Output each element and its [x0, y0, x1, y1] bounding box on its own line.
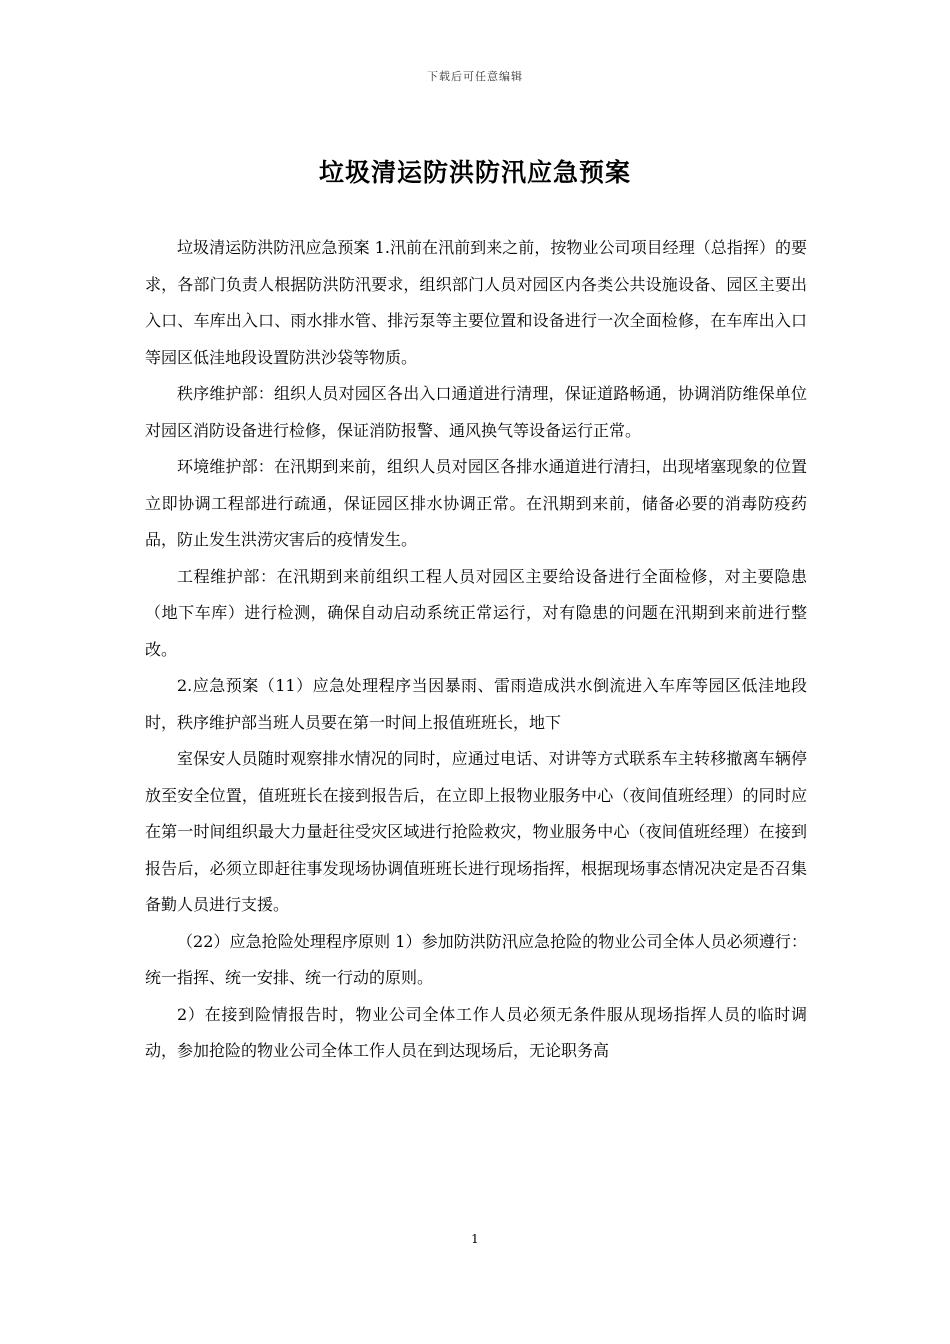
header-note: 下载后可任意编辑: [427, 70, 523, 83]
paragraph-4: 工程维护部：在汛期到来前组织工程人员对园区主要给设备进行全面检修，对主要隐患（地下车库）进行检测，确保自动启动系统正常运行，对有隐患的问题在汛期到来前进行整改。: [145, 566, 807, 659]
document-title: 垃圾清运防洪防汛应急预案: [318, 158, 631, 187]
document-body: [145, 230, 807, 1070]
paragraph-7: （22）应急抢险处理程序原则 1）参加防洪防汛应急抢险的物业公司全体人员必须遵行：统一指挥、统一安排、统一行动的原则。: [145, 931, 807, 987]
paragraph-2: 秩序维护部：组织人员对园区各出入口通道进行清理，保证道路畅通，协调消防维保单位对园区消防设备进行检修，保证消防报警、通风换气等设备运行正常。: [145, 384, 807, 440]
paragraph-5: 2.应急预案（11）应急处理程序当因暴雨、雷雨造成洪水倒流进入车库等园区低洼地段时，秩序维护部当班人员要在第一时间上报值班班长，地下: [145, 676, 807, 732]
paragraph-6: 室保安人员随时观察排水情况的同时，应通过电话、对讲等方式联系车主转移撤离车辆停放至安全位置，值班班长在接到报告后，在立即上报物业服务中心（夜间值班经理）的同时应在第一时间组织最大力量赶往受灾区域进行抢险救灾，物业服务中心（夜间值班经理）在接到报告后，必须立即赶往事发现场协调值班班长进行现场指挥，根据现场事态情况决定是否召集备勤人员进行支援。: [145, 749, 807, 914]
page-number: 1: [471, 1232, 479, 1246]
paragraph-8: 2）在接到险情报告时，物业公司全体工作人员必须无条件服从现场指挥人员的临时调动，参加抢险的物业公司全体工作人员在到达现场后，无论职务高: [145, 1004, 807, 1060]
paragraph-1: 垃圾清运防洪防汛应急预案 1.汛前在汛前到来之前，按物业公司项目经理（总指挥）的要求，各部门负责人根据防洪防汛要求，组织部门人员对园区内各类公共设施设备、园区主要出入口、车库出入口、雨水排水管、排污泵等主要位置和设备进行一次全面检修，在车库出入口等园区低洼地段设置防洪沙袋等物质。: [145, 238, 807, 367]
paragraph-3: 环境维护部：在汛期到来前，组织人员对园区各排水通道进行清扫，出现堵塞现象的位置立即协调工程部进行疏通，保证园区排水协调正常。在汛期到来前，储备必要的消毒防疫药品，防止发生洪涝灾害后的疫情发生。: [145, 457, 807, 549]
